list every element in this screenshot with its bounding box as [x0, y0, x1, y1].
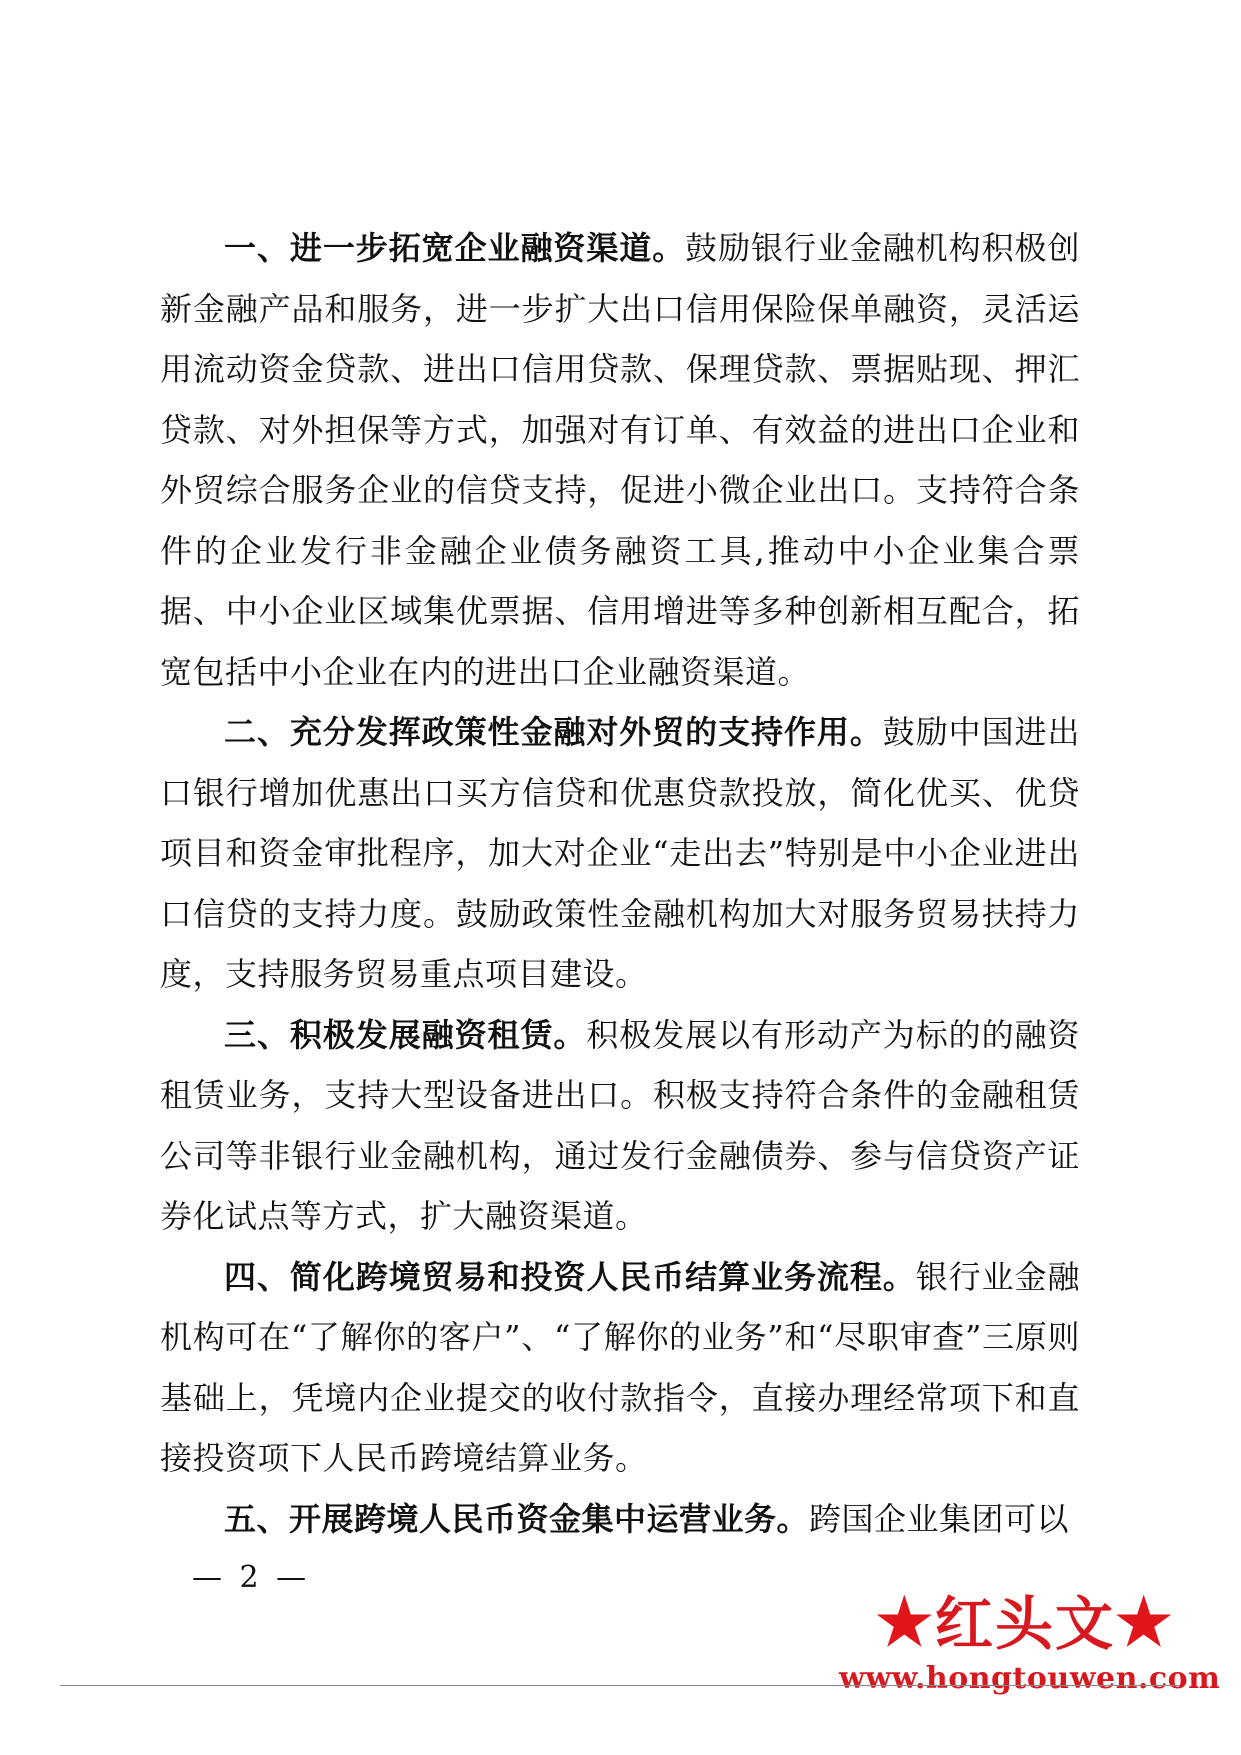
watermark [839, 1585, 1221, 1699]
paragraph-1-heading: 一、进一步拓宽企业融资渠道。 [224, 229, 686, 267]
watermark-url: www.hongtouwen.com [839, 1661, 1221, 1696]
star-icon: ★ [1115, 1585, 1175, 1660]
paragraph-1-text: 鼓励银行业金融机构积极创新金融产品和服务，进一步扩大出口信用保险保单融资，灵活运用流动资金贷款、进出口信用贷款、保理贷款、票据贴现、押汇贷款、对外担保等方式，加强对有订单、有效益的进出口企业和外贸综合服务企业的信贷支持，促进小微企业出口。支持符合条件的企业发行非金融企业债务融资工具,推动中小企业集合票据、中小企业区域集优票据、信用增进等多种创新相互配合，拓宽包括中小企业在内的进出口企业融资渠道。 [160, 229, 1080, 691]
paragraph-4-text: 银行业金融机构可在“了解你的客户”、“了解你的业务”和“尽职审查”三原则基础上，凭境内企业提交的收付款指令，直接办理经常项下和直接投资项下人民币跨境结算业务。 [160, 1257, 1080, 1477]
paragraph-5-text: 跨国企业集团可以 [809, 1499, 1070, 1538]
watermark-brand-text: 红头文 [934, 1590, 1115, 1658]
paragraph-4 [160, 1247, 1080, 1489]
footer-divider [60, 1685, 1180, 1686]
paragraph-1 [160, 218, 1080, 702]
paragraph-5-heading: 五、开展跨境人民币资金集中运营业务。 [224, 1499, 810, 1538]
paragraph-5 [160, 1489, 1080, 1550]
paragraph-3 [160, 1005, 1080, 1247]
star-icon: ★ [875, 1585, 935, 1660]
paragraph-2-text: 鼓励中国进出口银行增加优惠出口买方信贷和优惠贷款投放，简化优买、优贷项目和资金审批程序，加大对企业“走出去”特别是中小企业进出口信贷的支持力度。鼓励政策性金融机构加大对服务贸易扶持力度，支持服务贸易重点项目建设。 [160, 713, 1080, 993]
watermark-brand [839, 1585, 1211, 1660]
document-body [160, 218, 1080, 1549]
paragraph-3-heading: 三、积极发展融资租赁。 [224, 1015, 587, 1054]
page-number: — 2 — [192, 1560, 311, 1595]
paragraph-2 [160, 702, 1080, 1005]
paragraph-3-text: 积极发展以有形动产为标的的融资租赁业务，支持大型设备进出口。积极支持符合条件的金融租赁公司等非银行业金融机构，通过发行金融债券、参与信贷资产证券化试点等方式，扩大融资渠道。 [160, 1015, 1080, 1235]
paragraph-4-heading: 四、简化跨境贸易和投资人民币结算业务流程。 [224, 1257, 916, 1296]
paragraph-2-heading: 二、充分发挥政策性金融对外贸的支持作用。 [224, 713, 883, 751]
